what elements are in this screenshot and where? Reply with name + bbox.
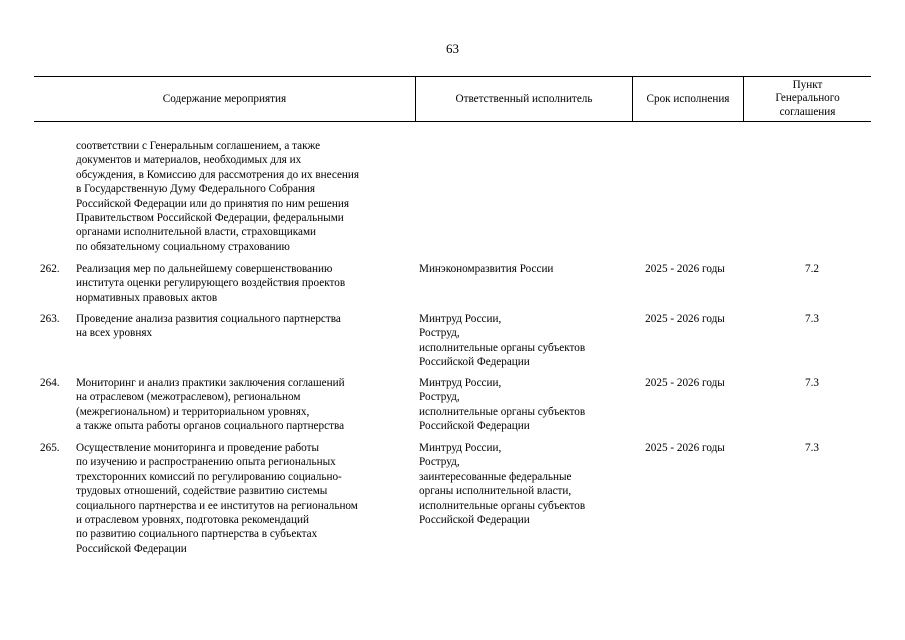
row-number: 265. bbox=[40, 442, 60, 454]
row-content: соответствии с Генеральным соглашением, а также документов и материалов, необходимых для их обсуждения, в Комиссию для рассмотрения до их внесения в Государственную Думу Федерального Собрания Российской Федерации или до принятия по ним решения Правительством Российской Федерации, федеральными органами исполнительной власти, страховщиками по обязательному социальному страхованию bbox=[76, 140, 360, 253]
row-content: Реализация мер по дальнейшему совершенствованию института оценки регулирующего воздействия проектов нормативных правовых актов bbox=[76, 263, 346, 304]
page-number: 63 bbox=[446, 41, 459, 56]
row-executor: Минтруд России, Роструд, заинтересованные федеральные органы исполнительной власти, исполнительные органы субъектов Российской Федерации bbox=[419, 442, 586, 527]
row-point: 7.3 bbox=[805, 442, 819, 454]
header-point: Пункт Генерального соглашения bbox=[743, 77, 871, 121]
row-executor: Минтруд России, Роструд, исполнительные органы субъектов Российской Федерации bbox=[419, 377, 586, 433]
row-term: 2025 - 2026 годы bbox=[645, 442, 725, 454]
row-number: 263. bbox=[40, 313, 60, 325]
row-point: 7.3 bbox=[805, 313, 819, 325]
row-content: Осуществление мониторинга и проведение работы по изучению и распространению опыта региональных трехсторонних комиссий по регулированию социально- трудовых отношений, содействие развитию системы социального партнерства и ее институтов на региональном и отраслевом уровнях, подготовка рекомендаций по развитию социального партнерства в субъектах Российской Федерации bbox=[76, 442, 358, 555]
row-executor: Минэкономразвития России bbox=[419, 263, 554, 275]
row-term: 2025 - 2026 годы bbox=[645, 377, 725, 389]
row-number: 264. bbox=[40, 377, 60, 389]
header-term: Срок исполнения bbox=[632, 77, 743, 121]
header-executor: Ответственный исполнитель bbox=[415, 77, 632, 121]
row-number: 262. bbox=[40, 263, 60, 275]
row-term: 2025 - 2026 годы bbox=[645, 263, 725, 275]
row-term: 2025 - 2026 годы bbox=[645, 313, 725, 325]
row-content: Мониторинг и анализ практики заключения соглашений на отраслевом (межотраслевом), региональном (межрегиональном) и территориальном уровнях, а также опыта работы органов социального партнерства bbox=[76, 377, 345, 433]
table-header bbox=[34, 76, 871, 122]
row-content: Проведение анализа развития социального партнерства на всех уровнях bbox=[76, 313, 341, 340]
row-executor: Минтруд России, Роструд, исполнительные органы субъектов Российской Федерации bbox=[419, 313, 586, 369]
header-content: Содержание мероприятия bbox=[162, 92, 287, 105]
row-point: 7.3 bbox=[805, 377, 819, 389]
row-point: 7.2 bbox=[805, 263, 819, 275]
